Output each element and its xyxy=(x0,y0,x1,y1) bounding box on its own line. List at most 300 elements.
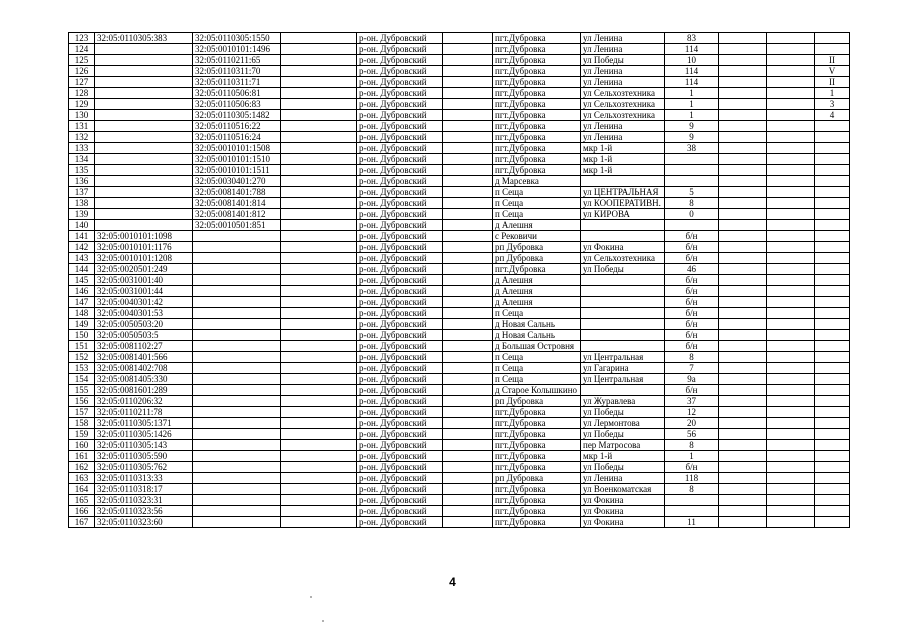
note-cell xyxy=(815,275,850,286)
house-number-cell: 1 xyxy=(665,451,719,462)
house-number-cell: б/н xyxy=(665,253,719,264)
blank-cell xyxy=(719,495,767,506)
row-number-cell: 129 xyxy=(69,99,95,110)
house-number-cell: б/н xyxy=(665,242,719,253)
blank-cell xyxy=(719,132,767,143)
cadastral-number-cell xyxy=(95,143,193,154)
table-row xyxy=(69,363,850,374)
blank-cell xyxy=(281,374,357,385)
note-cell xyxy=(815,352,850,363)
cadastral-number-cell: 32:05:0010101:1176 xyxy=(95,242,193,253)
blank-cell xyxy=(281,209,357,220)
locality-cell: д Старое Колышкино xyxy=(493,385,581,396)
blank-cell xyxy=(281,132,357,143)
cadastral-number-cell: 32:05:0010101:1098 xyxy=(95,231,193,242)
blank-cell xyxy=(281,253,357,264)
row-number-cell: 167 xyxy=(69,517,95,528)
blank-cell xyxy=(767,319,815,330)
blank-cell xyxy=(719,77,767,88)
blank-cell xyxy=(443,143,493,154)
blank-cell xyxy=(719,187,767,198)
house-number-cell: б/н xyxy=(665,297,719,308)
cadastral-number-cell: 32:05:0110305:383 xyxy=(95,33,193,44)
district-cell: р-он. Дубровский xyxy=(357,154,443,165)
blank-cell xyxy=(281,506,357,517)
blank-cell xyxy=(719,209,767,220)
blank-cell xyxy=(767,187,815,198)
locality-cell: рп Дубровка xyxy=(493,473,581,484)
note-cell xyxy=(815,264,850,275)
cadastral-number-2-cell: 32:05:0110305:1482 xyxy=(193,110,281,121)
note-cell xyxy=(815,154,850,165)
note-cell xyxy=(815,374,850,385)
table-row xyxy=(69,275,850,286)
district-cell: р-он. Дубровский xyxy=(357,429,443,440)
cadastral-number-cell xyxy=(95,77,193,88)
cadastral-number-cell: 32:05:0110323:60 xyxy=(95,517,193,528)
row-number-cell: 154 xyxy=(69,374,95,385)
table-row xyxy=(69,231,850,242)
locality-cell: пгт.Дубровка xyxy=(493,506,581,517)
blank-cell xyxy=(767,55,815,66)
blank-cell xyxy=(767,363,815,374)
district-cell: р-он. Дубровский xyxy=(357,77,443,88)
table-row xyxy=(69,187,850,198)
blank-cell xyxy=(719,407,767,418)
street-cell xyxy=(581,176,665,187)
blank-cell xyxy=(281,484,357,495)
street-cell: ул Центральная xyxy=(581,374,665,385)
district-cell: р-он. Дубровский xyxy=(357,440,443,451)
blank-cell xyxy=(767,462,815,473)
cadastral-number-2-cell: 32:05:0110305:1550 xyxy=(193,33,281,44)
blank-cell xyxy=(443,231,493,242)
street-cell: ул Фокина xyxy=(581,242,665,253)
blank-cell xyxy=(443,462,493,473)
cadastral-number-2-cell xyxy=(193,275,281,286)
cadastral-number-cell: 32:05:0110206:32 xyxy=(95,396,193,407)
cadastral-number-2-cell xyxy=(193,385,281,396)
street-cell: ул Военкоматская xyxy=(581,484,665,495)
house-number-cell: 8 xyxy=(665,440,719,451)
blank-cell xyxy=(281,33,357,44)
page-number: 4 xyxy=(449,575,456,589)
note-cell xyxy=(815,506,850,517)
cadastral-number-cell: 32:05:0110305:1371 xyxy=(95,418,193,429)
cadastral-number-cell xyxy=(95,176,193,187)
table-row xyxy=(69,462,850,473)
row-number-cell: 126 xyxy=(69,66,95,77)
blank-cell xyxy=(719,297,767,308)
blank-cell xyxy=(767,165,815,176)
blank-cell xyxy=(767,198,815,209)
note-cell xyxy=(815,440,850,451)
house-number-cell xyxy=(665,220,719,231)
cadastral-number-cell xyxy=(95,55,193,66)
blank-cell xyxy=(719,154,767,165)
locality-cell: рп Дубровка xyxy=(493,242,581,253)
cadastral-number-2-cell: 32:05:0110516:24 xyxy=(193,132,281,143)
row-number-cell: 136 xyxy=(69,176,95,187)
blank-cell xyxy=(767,517,815,528)
blank-cell xyxy=(767,396,815,407)
cadastral-number-2-cell xyxy=(193,264,281,275)
blank-cell xyxy=(443,319,493,330)
blank-cell xyxy=(281,440,357,451)
locality-cell: п Сеща xyxy=(493,187,581,198)
blank-cell xyxy=(281,264,357,275)
note-cell xyxy=(815,495,850,506)
row-number-cell: 152 xyxy=(69,352,95,363)
street-cell: ул Журавлева xyxy=(581,396,665,407)
house-number-cell: 1 xyxy=(665,99,719,110)
cadastral-number-cell: 32:05:0110323:31 xyxy=(95,495,193,506)
district-cell: р-он. Дубровский xyxy=(357,363,443,374)
locality-cell: пгт.Дубровка xyxy=(493,132,581,143)
district-cell: р-он. Дубровский xyxy=(357,418,443,429)
cadastral-number-2-cell xyxy=(193,462,281,473)
blank-cell xyxy=(767,242,815,253)
house-number-cell: 114 xyxy=(665,66,719,77)
note-cell xyxy=(815,165,850,176)
blank-cell xyxy=(767,66,815,77)
table-row xyxy=(69,429,850,440)
blank-cell xyxy=(767,253,815,264)
row-number-cell: 151 xyxy=(69,341,95,352)
table-row xyxy=(69,77,850,88)
note-cell xyxy=(815,209,850,220)
locality-cell: рп Дубровка xyxy=(493,396,581,407)
blank-cell xyxy=(281,154,357,165)
street-cell: ул Ленина xyxy=(581,66,665,77)
cadastral-number-2-cell xyxy=(193,363,281,374)
cadastral-number-2-cell xyxy=(193,231,281,242)
cadastral-number-cell: 32:05:0081102:27 xyxy=(95,341,193,352)
cadastral-number-cell xyxy=(95,121,193,132)
blank-cell xyxy=(281,77,357,88)
blank-cell xyxy=(443,418,493,429)
street-cell: ул Центральная xyxy=(581,352,665,363)
blank-cell xyxy=(719,165,767,176)
blank-cell xyxy=(719,352,767,363)
cadastral-number-2-cell: 32:05:0010101:1496 xyxy=(193,44,281,55)
district-cell: р-он. Дубровский xyxy=(357,297,443,308)
blank-cell xyxy=(281,407,357,418)
blank-cell xyxy=(719,55,767,66)
house-number-cell: 7 xyxy=(665,363,719,374)
house-number-cell xyxy=(665,165,719,176)
row-number-cell: 160 xyxy=(69,440,95,451)
street-cell xyxy=(581,286,665,297)
table-row xyxy=(69,176,850,187)
table-row xyxy=(69,198,850,209)
house-number-cell: 8 xyxy=(665,484,719,495)
district-cell: р-он. Дубровский xyxy=(357,33,443,44)
note-cell xyxy=(815,363,850,374)
house-number-cell: 118 xyxy=(665,473,719,484)
district-cell: р-он. Дубровский xyxy=(357,55,443,66)
note-cell xyxy=(815,517,850,528)
table-row xyxy=(69,352,850,363)
blank-cell xyxy=(281,110,357,121)
blank-cell xyxy=(767,33,815,44)
blank-cell xyxy=(767,506,815,517)
table-row xyxy=(69,88,850,99)
note-cell xyxy=(815,44,850,55)
blank-cell xyxy=(719,440,767,451)
street-cell: ул Ленина xyxy=(581,77,665,88)
row-number-cell: 150 xyxy=(69,330,95,341)
house-number-cell: 37 xyxy=(665,396,719,407)
blank-cell xyxy=(443,88,493,99)
district-cell: р-он. Дубровский xyxy=(357,198,443,209)
blank-cell xyxy=(719,484,767,495)
street-cell xyxy=(581,330,665,341)
blank-cell xyxy=(281,143,357,154)
table-row xyxy=(69,407,850,418)
row-number-cell: 153 xyxy=(69,363,95,374)
row-number-cell: 156 xyxy=(69,396,95,407)
locality-cell: пгт.Дубровка xyxy=(493,451,581,462)
cadastral-number-2-cell xyxy=(193,517,281,528)
locality-cell: п Сеща xyxy=(493,352,581,363)
cadastral-number-cell: 32:05:0110318:17 xyxy=(95,484,193,495)
district-cell: р-он. Дубровский xyxy=(357,264,443,275)
table-row xyxy=(69,506,850,517)
note-cell xyxy=(815,33,850,44)
street-cell: ул Фокина xyxy=(581,517,665,528)
table-row xyxy=(69,308,850,319)
blank-cell xyxy=(719,253,767,264)
row-number-cell: 133 xyxy=(69,143,95,154)
district-cell: р-он. Дубровский xyxy=(357,374,443,385)
table-row xyxy=(69,319,850,330)
cadastral-number-2-cell xyxy=(193,308,281,319)
street-cell: ул Ленина xyxy=(581,44,665,55)
cadastral-number-2-cell xyxy=(193,484,281,495)
blank-cell xyxy=(443,429,493,440)
locality-cell: пгт.Дубровка xyxy=(493,517,581,528)
district-cell: р-он. Дубровский xyxy=(357,132,443,143)
locality-cell: пгт.Дубровка xyxy=(493,88,581,99)
blank-cell xyxy=(719,231,767,242)
district-cell: р-он. Дубровский xyxy=(357,319,443,330)
district-cell: р-он. Дубровский xyxy=(357,253,443,264)
street-cell: мкр 1-й xyxy=(581,165,665,176)
street-cell: ул КООПЕРАТИВН. xyxy=(581,198,665,209)
cadastral-number-2-cell xyxy=(193,495,281,506)
blank-cell xyxy=(719,275,767,286)
row-number-cell: 144 xyxy=(69,264,95,275)
row-number-cell: 143 xyxy=(69,253,95,264)
row-number-cell: 158 xyxy=(69,418,95,429)
blank-cell xyxy=(443,451,493,462)
locality-cell: д Большая Островня xyxy=(493,341,581,352)
cadastral-number-cell: 32:05:0040301:53 xyxy=(95,308,193,319)
house-number-cell: 9 xyxy=(665,132,719,143)
blank-cell xyxy=(719,308,767,319)
blank-cell xyxy=(281,462,357,473)
district-cell: р-он. Дубровский xyxy=(357,231,443,242)
house-number-cell: б/н xyxy=(665,385,719,396)
note-cell xyxy=(815,231,850,242)
blank-cell xyxy=(767,407,815,418)
blank-cell xyxy=(281,231,357,242)
cadastral-number-cell xyxy=(95,165,193,176)
locality-cell: д Алешня xyxy=(493,286,581,297)
blank-cell xyxy=(767,110,815,121)
cadastral-number-2-cell xyxy=(193,418,281,429)
cadastral-number-cell xyxy=(95,66,193,77)
scan-speck xyxy=(322,620,324,622)
district-cell: р-он. Дубровский xyxy=(357,473,443,484)
row-number-cell: 139 xyxy=(69,209,95,220)
blank-cell xyxy=(719,429,767,440)
note-cell xyxy=(815,220,850,231)
cadastral-number-2-cell: 32:05:0010101:1511 xyxy=(193,165,281,176)
table-row xyxy=(69,55,850,66)
blank-cell xyxy=(443,374,493,385)
cadastral-number-2-cell xyxy=(193,319,281,330)
row-number-cell: 123 xyxy=(69,33,95,44)
cadastral-number-2-cell xyxy=(193,374,281,385)
blank-cell xyxy=(281,341,357,352)
house-number-cell: 114 xyxy=(665,77,719,88)
blank-cell xyxy=(767,44,815,55)
locality-cell: пгт.Дубровка xyxy=(493,264,581,275)
cadastral-number-2-cell: 32:05:0010101:1508 xyxy=(193,143,281,154)
locality-cell: п Сеща xyxy=(493,209,581,220)
street-cell xyxy=(581,297,665,308)
blank-cell xyxy=(767,429,815,440)
blank-cell xyxy=(281,396,357,407)
blank-cell xyxy=(443,242,493,253)
cadastral-number-2-cell xyxy=(193,429,281,440)
locality-cell: пгт.Дубровка xyxy=(493,77,581,88)
note-cell: II xyxy=(815,55,850,66)
cadastral-number-cell: 32:05:0110313:33 xyxy=(95,473,193,484)
blank-cell xyxy=(443,363,493,374)
note-cell xyxy=(815,330,850,341)
house-number-cell xyxy=(665,154,719,165)
street-cell: ул Сельхозтехника xyxy=(581,253,665,264)
street-cell: ул Победы xyxy=(581,55,665,66)
table-row xyxy=(69,374,850,385)
blank-cell xyxy=(767,473,815,484)
blank-cell xyxy=(767,286,815,297)
row-number-cell: 131 xyxy=(69,121,95,132)
blank-cell xyxy=(443,506,493,517)
house-number-cell xyxy=(665,176,719,187)
cadastral-number-2-cell: 32:05:0081401:812 xyxy=(193,209,281,220)
house-number-cell: 5 xyxy=(665,187,719,198)
blank-cell xyxy=(443,33,493,44)
street-cell: ул Победы xyxy=(581,407,665,418)
row-number-cell: 155 xyxy=(69,385,95,396)
row-number-cell: 132 xyxy=(69,132,95,143)
cadastral-number-cell xyxy=(95,110,193,121)
house-number-cell: 8 xyxy=(665,352,719,363)
blank-cell xyxy=(281,495,357,506)
blank-cell xyxy=(719,506,767,517)
note-cell xyxy=(815,473,850,484)
street-cell: ул Фокина xyxy=(581,506,665,517)
street-cell: ул Победы xyxy=(581,264,665,275)
blank-cell xyxy=(719,176,767,187)
blank-cell xyxy=(443,66,493,77)
locality-cell: п Сеща xyxy=(493,374,581,385)
blank-cell xyxy=(443,99,493,110)
district-cell: р-он. Дубровский xyxy=(357,66,443,77)
blank-cell xyxy=(719,66,767,77)
locality-cell: п Сеща xyxy=(493,198,581,209)
cadastral-number-cell xyxy=(95,99,193,110)
table-row xyxy=(69,110,850,121)
blank-cell xyxy=(281,176,357,187)
blank-cell xyxy=(443,110,493,121)
row-number-cell: 135 xyxy=(69,165,95,176)
blank-cell xyxy=(719,473,767,484)
row-number-cell: 141 xyxy=(69,231,95,242)
street-cell xyxy=(581,319,665,330)
note-cell xyxy=(815,484,850,495)
cadastral-number-2-cell: 32:05:0110311:70 xyxy=(193,66,281,77)
locality-cell: пгт.Дубровка xyxy=(493,33,581,44)
row-number-cell: 137 xyxy=(69,187,95,198)
cadastral-number-2-cell: 32:05:0030401:270 xyxy=(193,176,281,187)
cadastral-number-cell: 32:05:0010101:1208 xyxy=(95,253,193,264)
table-row xyxy=(69,385,850,396)
row-number-cell: 148 xyxy=(69,308,95,319)
district-cell: р-он. Дубровский xyxy=(357,308,443,319)
district-cell: р-он. Дубровский xyxy=(357,484,443,495)
cadastral-number-cell: 32:05:0110323:56 xyxy=(95,506,193,517)
table-row xyxy=(69,99,850,110)
street-cell: ул Фокина xyxy=(581,495,665,506)
house-number-cell: б/н xyxy=(665,231,719,242)
house-number-cell: б/н xyxy=(665,341,719,352)
locality-cell: пгт.Дубровка xyxy=(493,418,581,429)
district-cell: р-он. Дубровский xyxy=(357,396,443,407)
house-number-cell: 1 xyxy=(665,110,719,121)
note-cell xyxy=(815,253,850,264)
district-cell: р-он. Дубровский xyxy=(357,451,443,462)
blank-cell xyxy=(719,198,767,209)
street-cell: ул Ленина xyxy=(581,33,665,44)
cadastral-number-cell: 32:05:0081405:330 xyxy=(95,374,193,385)
street-cell xyxy=(581,385,665,396)
blank-cell xyxy=(719,110,767,121)
row-number-cell: 138 xyxy=(69,198,95,209)
house-number-cell: 12 xyxy=(665,407,719,418)
blank-cell xyxy=(767,88,815,99)
blank-cell xyxy=(443,495,493,506)
table-row xyxy=(69,66,850,77)
district-cell: р-он. Дубровский xyxy=(357,143,443,154)
blank-cell xyxy=(719,517,767,528)
blank-cell xyxy=(767,330,815,341)
street-cell: ул КИРОВА xyxy=(581,209,665,220)
cadastral-number-cell: 32:05:0031001:40 xyxy=(95,275,193,286)
blank-cell xyxy=(281,473,357,484)
blank-cell xyxy=(767,418,815,429)
district-cell: р-он. Дубровский xyxy=(357,352,443,363)
blank-cell xyxy=(443,517,493,528)
house-number-cell: 46 xyxy=(665,264,719,275)
blank-cell xyxy=(443,275,493,286)
locality-cell: пгт.Дубровка xyxy=(493,121,581,132)
blank-cell xyxy=(443,308,493,319)
